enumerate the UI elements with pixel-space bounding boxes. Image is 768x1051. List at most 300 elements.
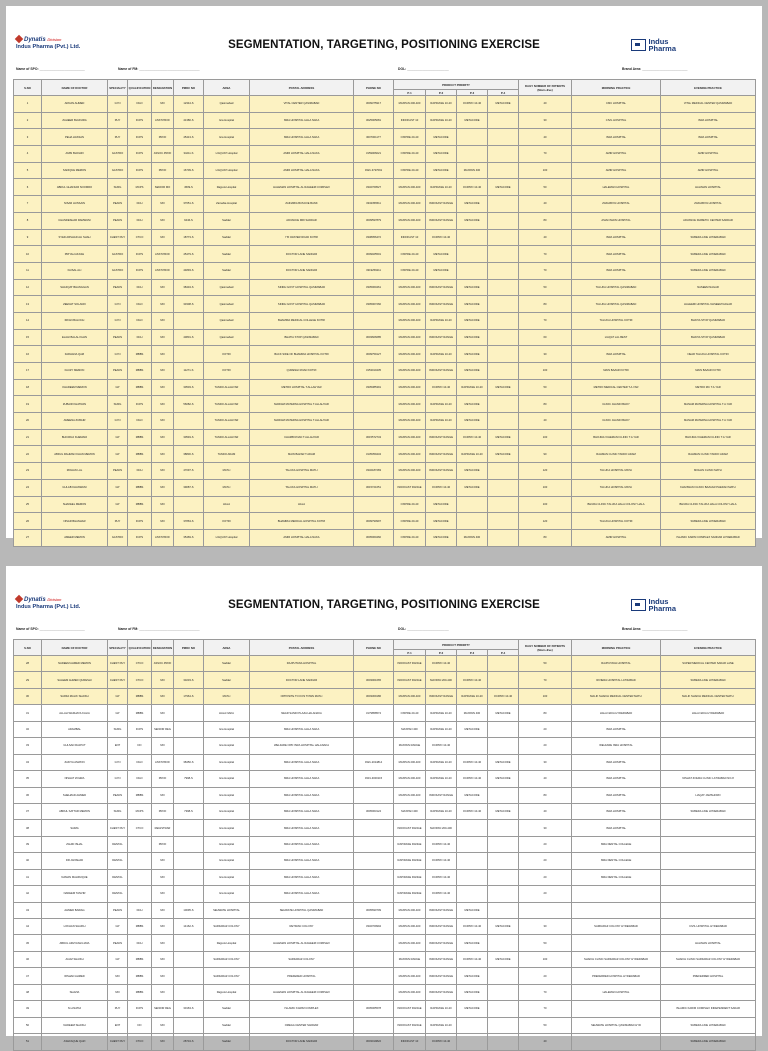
- table-cell: [174, 935, 204, 951]
- table-cell: [174, 496, 204, 513]
- table-cell: 60: [519, 329, 572, 346]
- table-cell: METACODE: [457, 984, 488, 1000]
- table-cell: PEADS: [108, 787, 128, 803]
- table-cell: FAISAL ALI: [42, 262, 108, 279]
- table-cell: 12344-S: [174, 96, 204, 113]
- table-cell: METACODE: [457, 363, 488, 380]
- table-cell: [457, 820, 488, 836]
- table-cell: Qasimabad: [204, 312, 250, 329]
- table-cell: [457, 229, 488, 246]
- table-cell: BACK SIDE OF BHAMRIA HOSPITAL KOTRI: [250, 346, 354, 363]
- table-cell: OCIPRO 10-40: [457, 919, 488, 935]
- table-cell: 11: [14, 262, 42, 279]
- table-cell: MO: [152, 479, 174, 496]
- table-cell: INDOKAST RANGE: [394, 656, 426, 672]
- table-cell: Isra Hospital: [204, 886, 250, 902]
- table-cell: PHY: [108, 129, 128, 146]
- table-cell: INDOKAST RANGE: [426, 363, 457, 380]
- column-header: EVENING PRACTICE: [661, 80, 756, 96]
- table-cell: 50: [519, 379, 572, 396]
- table-row: [14, 229, 756, 246]
- table-row: [14, 212, 756, 229]
- table-cell: 40: [519, 803, 572, 819]
- table-cell: MO: [152, 688, 174, 704]
- table-cell: INDOKAST RANGE: [426, 196, 457, 213]
- table-cell: GYN: [108, 312, 128, 329]
- table-cell: MAXPAN 200-400: [426, 672, 457, 688]
- table-cell: 40: [519, 413, 572, 430]
- table-cell: SUBEDA LINE HYDERABAD: [661, 229, 756, 246]
- column-header: SPECIALITY: [108, 80, 128, 96]
- table-cell: ZAINABIYA HOSPITAL: [661, 196, 756, 213]
- document-page-1: [6, 6, 762, 538]
- table-cell: Isra Hospital: [204, 803, 250, 819]
- table-cell: RAPIDASE 10-20: [426, 721, 457, 737]
- table-cell: CHEST PHY: [108, 656, 128, 672]
- table-cell: 100: [519, 429, 572, 446]
- table-cell: METACODE: [457, 296, 488, 313]
- table-cell: NISHAT ZOHRA CLINIC LATIFABAD NO-8: [661, 771, 756, 787]
- table-cell: 0331-3000115: [354, 771, 394, 787]
- table-cell: Rajputs Hospital: [204, 984, 250, 1000]
- page-header: [6, 6, 762, 53]
- table-cell: RAPIDASE 10-20: [457, 379, 488, 396]
- table-cell: 33233-S: [174, 672, 204, 688]
- table-cell: INDOKAST RANGE: [426, 329, 457, 346]
- table-cell: ISRA HOSPITAL: [661, 112, 756, 129]
- table-cell: 3015721651: [354, 479, 394, 496]
- table-cell: [354, 721, 394, 737]
- table-cell: 2: [14, 112, 42, 129]
- table-cell: [174, 787, 204, 803]
- table-cell: MBBS: [128, 984, 152, 1000]
- table-cell: [661, 754, 756, 770]
- table-cell: 50: [519, 179, 572, 196]
- table-cell: MO: [152, 312, 174, 329]
- table-row: [14, 968, 756, 984]
- table-cell: MO: [152, 705, 174, 721]
- table-cell: MBBS: [128, 705, 152, 721]
- column-header: S.NO: [14, 80, 42, 96]
- table-cell: 100: [519, 688, 572, 704]
- table-cell: 3305007260: [354, 296, 394, 313]
- table-cell: Isra Hospital: [204, 738, 250, 754]
- table-cell: INDOKAST RANGE: [426, 688, 457, 704]
- table-row: [14, 129, 756, 146]
- table-cell: Saddar: [204, 262, 250, 279]
- table-cell: ISRA HOSPITAL: [572, 246, 661, 263]
- table-cell: METACODE: [488, 771, 519, 787]
- table-cell: [354, 738, 394, 754]
- table-cell: METACODE: [457, 935, 488, 951]
- table-cell: DCH: [128, 902, 152, 918]
- table-cell: SARFARAZ COLONY: [204, 968, 250, 984]
- table-cell: Rajputs Hospital: [204, 935, 250, 951]
- table-cell: METACODE: [426, 246, 457, 263]
- table-cell: METACODE: [457, 396, 488, 413]
- table-cell: GP: [108, 919, 128, 935]
- table-cell: METACODE: [457, 196, 488, 213]
- table-cell: [457, 1017, 488, 1033]
- table-cell: PEADS: [108, 935, 128, 951]
- table-cell: AIJAZ SHAIKH: [42, 951, 108, 967]
- doctors-table: [13, 79, 756, 547]
- table-cell: OCIPRO 10-40: [488, 688, 519, 704]
- table-row: [14, 886, 756, 902]
- table-cell: SURG: [108, 803, 128, 819]
- table-cell: PHY: [108, 513, 128, 530]
- table-row: [14, 754, 756, 770]
- table-cell: [488, 363, 519, 380]
- table-cell: MO: [152, 886, 174, 902]
- table-cell: 37863-S: [174, 513, 204, 530]
- table-cell: NASEEM NAGAR: [661, 279, 756, 296]
- table-cell: METACODE: [457, 279, 488, 296]
- table-cell: SENIOR MO: [152, 179, 174, 196]
- table-cell: [488, 1034, 519, 1050]
- table-cell: DENTAL: [108, 853, 128, 869]
- table-cell: ISRA HOSPITAL: [572, 803, 661, 819]
- table-cell: MAXPAN 200-400: [394, 754, 426, 770]
- table-cell: MO: [152, 279, 174, 296]
- table-cell: GASTRO: [108, 262, 128, 279]
- table-cell: GP: [108, 705, 128, 721]
- table-cell: MO: [152, 513, 174, 530]
- table-cell: BHURA CLINIC TALUKA HALA COLONY HALA: [572, 496, 661, 513]
- table-cell: HALEMAN HOSPITAL: [572, 179, 661, 196]
- table-cell: SARFARAZ COLONY: [204, 919, 250, 935]
- table-cell: KOTRI: [204, 346, 250, 363]
- table-cell: MBBS: [128, 496, 152, 513]
- table-cell: DCH: [128, 463, 152, 480]
- table-cell: MO: [152, 1034, 174, 1050]
- table-cell: IRSHAD AHMED: [42, 968, 108, 984]
- table-row: [14, 379, 756, 396]
- table-cell: SEHWATE HOSPITAL QASIMABAD HYD: [572, 1017, 661, 1033]
- table-cell: PROF: [152, 771, 174, 787]
- table-cell: 70: [519, 146, 572, 163]
- table-cell: [488, 346, 519, 363]
- table-cell: OXIPRE 20-40: [394, 529, 426, 546]
- table-cell: ISRA HOSPITAL: [572, 754, 661, 770]
- table-cell: 17: [14, 363, 42, 380]
- table-cell: TALUKA HOSPITAL QASIMABAD: [572, 279, 661, 296]
- table-cell: METACODE: [457, 112, 488, 129]
- table-cell: [488, 129, 519, 146]
- table-cell: [174, 820, 204, 836]
- table-cell: 3009025501: [354, 246, 394, 263]
- table-cell: MAXPAN 400: [457, 705, 488, 721]
- table-cell: OCIPRO 10-40: [457, 951, 488, 967]
- table-cell: METACODE: [457, 968, 488, 984]
- table-cell: 3003606685: [354, 329, 394, 346]
- table-cell: REGISTRAR: [152, 820, 174, 836]
- table-cell: [661, 902, 756, 918]
- table-cell: TANDO ALLAHYAR: [204, 396, 250, 413]
- table-cell: ASST.PROF: [152, 754, 174, 770]
- table-cell: ELAHI BALAL KHAN: [42, 329, 108, 346]
- column-header: POSTAL ADDRESS: [250, 640, 354, 656]
- table-cell: MO: [152, 413, 174, 430]
- table-cell: ISRA HOSPITAL: [572, 820, 661, 836]
- table-cell: ISRA HOSPITAL HALA NAKA: [250, 820, 354, 836]
- table-cell: [457, 869, 488, 885]
- table-cell: OCIPRO 10-40: [426, 738, 457, 754]
- table-cell: MAXPAN 200-400: [394, 296, 426, 313]
- table-cell: 30: [519, 820, 572, 836]
- table-cell: FCPS: [128, 513, 152, 530]
- table-cell: MAXPAN 200-400: [394, 179, 426, 196]
- table-cell: OCIPRO 10-40: [457, 803, 488, 819]
- table-cell: 45479-S: [174, 246, 204, 263]
- table-cell: RAJPUTANA HOSPITAL: [250, 656, 354, 672]
- table-cell: 40: [519, 771, 572, 787]
- document-page-2: [6, 566, 762, 1044]
- table-cell: MO: [152, 446, 174, 463]
- table-cell: SADIQUE MEMON: [42, 162, 108, 179]
- table-cell: SUBEDA LINE HYDERABAD: [661, 803, 756, 819]
- table-header-row: [14, 640, 756, 650]
- table-cell: INDOKAST RANGE: [394, 479, 426, 496]
- table-cell: RAPIDASE 10-20: [426, 803, 457, 819]
- table-cell: 28734-S: [174, 1034, 204, 1050]
- table-cell: FCPS: [128, 246, 152, 263]
- table-cell: 35: [14, 771, 42, 787]
- table-row: [14, 346, 756, 363]
- table-cell: ASST.PROF: [152, 112, 174, 129]
- table-cell: TALUKA HOSPITAL QASIMABAD: [572, 296, 661, 313]
- table-cell: [354, 935, 394, 951]
- table-cell: RAPIDASE 10-20: [426, 312, 457, 329]
- table-cell: OCIPRO 10-40: [426, 886, 457, 902]
- table-cell: METACODE: [488, 919, 519, 935]
- table-cell: TALUKA HOSPITAL MATLI: [572, 463, 661, 480]
- table-cell: 100: [519, 162, 572, 179]
- table-cell: MAXPAN 200-400: [394, 396, 426, 413]
- table-cell: ISRA DENTAL COLLEGE: [572, 853, 661, 869]
- table-cell: [488, 479, 519, 496]
- table-cell: 4: [14, 146, 42, 163]
- table-cell: ISRA HOSPITAL HALA NAKA: [250, 754, 354, 770]
- table-cell: 3332356511: [354, 196, 394, 213]
- table-cell: Qasimabad: [204, 96, 250, 113]
- table-cell: MAXPAN 200-400: [394, 446, 426, 463]
- page-title: SEGMENTATION, TARGETING, POSITIONING EXERCISE: [228, 599, 540, 611]
- table-cell: ZEENAT SOLANKI: [42, 296, 108, 313]
- table-cell: 3179858574: [354, 705, 394, 721]
- priority-header: P-1: [394, 650, 426, 656]
- table-cell: 45413-S: [174, 129, 204, 146]
- table-cell: WELFARE ISRA HOSPITAL: [572, 738, 661, 754]
- table-cell: 7998-S: [174, 771, 204, 787]
- table-cell: [354, 496, 394, 513]
- table-cell: METACODE: [488, 429, 519, 446]
- table-cell: HALA: [250, 496, 354, 513]
- table-cell: MO: [152, 379, 174, 396]
- table-cell: DCH: [128, 212, 152, 229]
- column-header: QUALIFICATION: [128, 640, 152, 656]
- table-cell: GP: [108, 496, 128, 513]
- table-cell: FARHANA QAZI: [42, 346, 108, 363]
- column-header: DESIGNATION: [152, 80, 174, 96]
- table-cell: CLINIC JHANDI BHOY: [572, 396, 661, 413]
- table-cell: LIAQAT LAL BEST: [572, 329, 661, 346]
- table-cell: ISRA HOSPITAL HALA NAKA: [250, 836, 354, 852]
- table-cell: 120: [519, 513, 572, 530]
- table-cell: [128, 853, 152, 869]
- table-cell: ISLAMIC KARIM COMPLEX INDEPENDENT SADAR: [661, 1001, 756, 1017]
- table-cell: 3: [14, 129, 42, 146]
- table-cell: 23: [14, 463, 42, 480]
- logo-line-1: Indus: [648, 36, 669, 46]
- table-cell: MAXPAN 200-400: [394, 935, 426, 951]
- table-cell: GYN: [108, 413, 128, 430]
- table-cell: [661, 984, 756, 1000]
- table-cell: 3005065578: [354, 1001, 394, 1017]
- table-cell: [661, 853, 756, 869]
- table-cell: 7 B CRATER ROAD KOTRI: [250, 229, 354, 246]
- column-header: DAILY NUMBER OF PATIENTS (Morn+Eve): [519, 80, 572, 96]
- table-cell: [354, 820, 394, 836]
- table-cell: 47: [14, 968, 42, 984]
- table-cell: PEADS: [108, 279, 128, 296]
- column-header: NAME OF DOCTOR: [42, 640, 108, 656]
- table-cell: LIAQUAT Hospital: [204, 146, 250, 163]
- table-cell: 48: [14, 984, 42, 1000]
- table-cell: 3332769527: [354, 179, 394, 196]
- column-header: DAILY NUMBER OF PATIENTS (Morn+Eve): [519, 640, 572, 656]
- table-cell: Isra Hospital: [204, 820, 250, 836]
- table-cell: RAPIDASE 10-20: [426, 705, 457, 721]
- table-cell: SARFARAZ COLONY HYDERABAD: [572, 919, 661, 935]
- column-header: DESIGNATION: [152, 640, 174, 656]
- table-cell: [488, 820, 519, 836]
- table-cell: ISRA HOSPITAL: [572, 771, 661, 787]
- table-cell: MAXPAN 200-400: [394, 968, 426, 984]
- table-cell: ISRA HOSPITAL: [572, 129, 661, 146]
- table-cell: METACODE: [457, 346, 488, 363]
- table-cell: ISRA HOSPITAL: [661, 129, 756, 146]
- table-cell: [354, 984, 394, 1000]
- table-row: [14, 1001, 756, 1017]
- table-cell: AMIR HOSPITAL: [572, 146, 661, 163]
- table-cell: MBBS: [128, 787, 152, 803]
- table-cell: 3025005081: [354, 112, 394, 129]
- table-cell: [174, 886, 204, 902]
- table-cell: 100: [519, 479, 572, 496]
- table-cell: BHOJRAJ KHEMANI: [42, 429, 108, 446]
- table-cell: BHOJRAJ KHEMANI CLINIC T.A.YAR: [661, 429, 756, 446]
- table-cell: 42: [14, 886, 42, 902]
- table-cell: ZUBAIR KHATRAN: [42, 396, 108, 413]
- table-cell: METACODE: [457, 312, 488, 329]
- table-cell: [488, 968, 519, 984]
- table-cell: [457, 1034, 488, 1050]
- table-row: [14, 513, 756, 530]
- column-header: QUALIFICATION: [128, 80, 152, 96]
- table-cell: 3015572743: [354, 429, 394, 446]
- table-cell: INDOKAST RANGE: [394, 672, 426, 688]
- priority-header: P-2: [426, 90, 457, 96]
- table-cell: INDOKAST RANGE: [394, 1001, 426, 1017]
- table-cell: 38: [14, 820, 42, 836]
- table-cell: Qasimabad: [204, 296, 250, 313]
- table-cell: [661, 886, 756, 902]
- table-cell: MO: [152, 787, 174, 803]
- brand-sub: Division: [47, 597, 62, 602]
- table-cell: SUBEDA LINE HYDERABAD: [661, 1017, 756, 1033]
- table-cell: INDOKAST RANGE: [394, 820, 426, 836]
- table-cell: 120: [519, 463, 572, 480]
- table-cell: MO: [152, 984, 174, 1000]
- table-cell: [174, 1017, 204, 1033]
- column-header: AREA: [204, 640, 250, 656]
- table-cell: METACODE: [488, 96, 519, 113]
- table-cell: 5: [14, 162, 42, 179]
- table-cell: ISRA DENTAL COLLEGE: [572, 836, 661, 852]
- table-cell: [661, 721, 756, 737]
- table-cell: MBBS: [128, 346, 152, 363]
- table-cell: AHMED BAWAG: [42, 902, 108, 918]
- table-cell: 80: [519, 705, 572, 721]
- table-cell: [174, 656, 204, 672]
- table-cell: RAPIDASE RANGE: [394, 869, 426, 885]
- table-cell: 30: [14, 688, 42, 704]
- table-cell: [457, 886, 488, 902]
- column-header: POSTAL ADDRESS: [250, 80, 354, 96]
- table-cell: 3153010435: [354, 363, 394, 380]
- table-cell: MAXPAN 200-400: [394, 919, 426, 935]
- table-cell: RAPIDASE 10-20: [426, 96, 457, 113]
- table-cell: MO: [152, 869, 174, 885]
- table-row: [14, 179, 756, 196]
- table-cell: GASTRO: [108, 246, 128, 263]
- table-cell: 100: [519, 496, 572, 513]
- table-cell: [572, 1001, 661, 1017]
- table-cell: HALIMAN HOSPITAL: [661, 179, 756, 196]
- table-cell: 12: [14, 279, 42, 296]
- table-cell: SURG: [108, 721, 128, 737]
- table-cell: [488, 984, 519, 1000]
- table-cell: MO: [152, 96, 174, 113]
- table-cell: [488, 787, 519, 803]
- table-cell: KHANWANI CLINIC BAZAAR PHEDAN MATLI: [661, 479, 756, 496]
- table-cell: [572, 935, 661, 951]
- table-cell: 14162-S: [174, 919, 204, 935]
- table-cell: 38434-S: [174, 279, 204, 296]
- table-cell: ADVANCE MRI SADDAR: [250, 212, 354, 229]
- table-cell: [488, 1001, 519, 1017]
- column-header: PHONE NO: [354, 80, 394, 96]
- table-cell: Isra Hospital: [204, 721, 250, 737]
- table-cell: METACODE: [488, 379, 519, 396]
- table-row: [14, 529, 756, 546]
- table-cell: TANDO ALLAHYAR: [204, 379, 250, 396]
- table-cell: [174, 312, 204, 329]
- table-cell: RAPIDASE 10-20: [426, 1017, 457, 1033]
- table-cell: OCIPRO 10-40: [457, 429, 488, 446]
- table-cell: FCPS: [128, 396, 152, 413]
- table-cell: FCPS: [128, 1001, 152, 1017]
- indus-logo-icon: [631, 39, 646, 51]
- table-cell: TANDO ADAM: [204, 446, 250, 463]
- table-cell: MAXPAN 200-400: [394, 196, 426, 213]
- table-cell: ISRA HOSPITAL: [572, 262, 661, 279]
- table-cell: RAHMAN CLINIC TANDO ADAM: [661, 446, 756, 463]
- table-cell: HALA NAKA HYDERABAD: [661, 705, 756, 721]
- column-header: PMDC NO: [174, 80, 204, 96]
- table-cell: RAPIDASE RANGE: [394, 836, 426, 852]
